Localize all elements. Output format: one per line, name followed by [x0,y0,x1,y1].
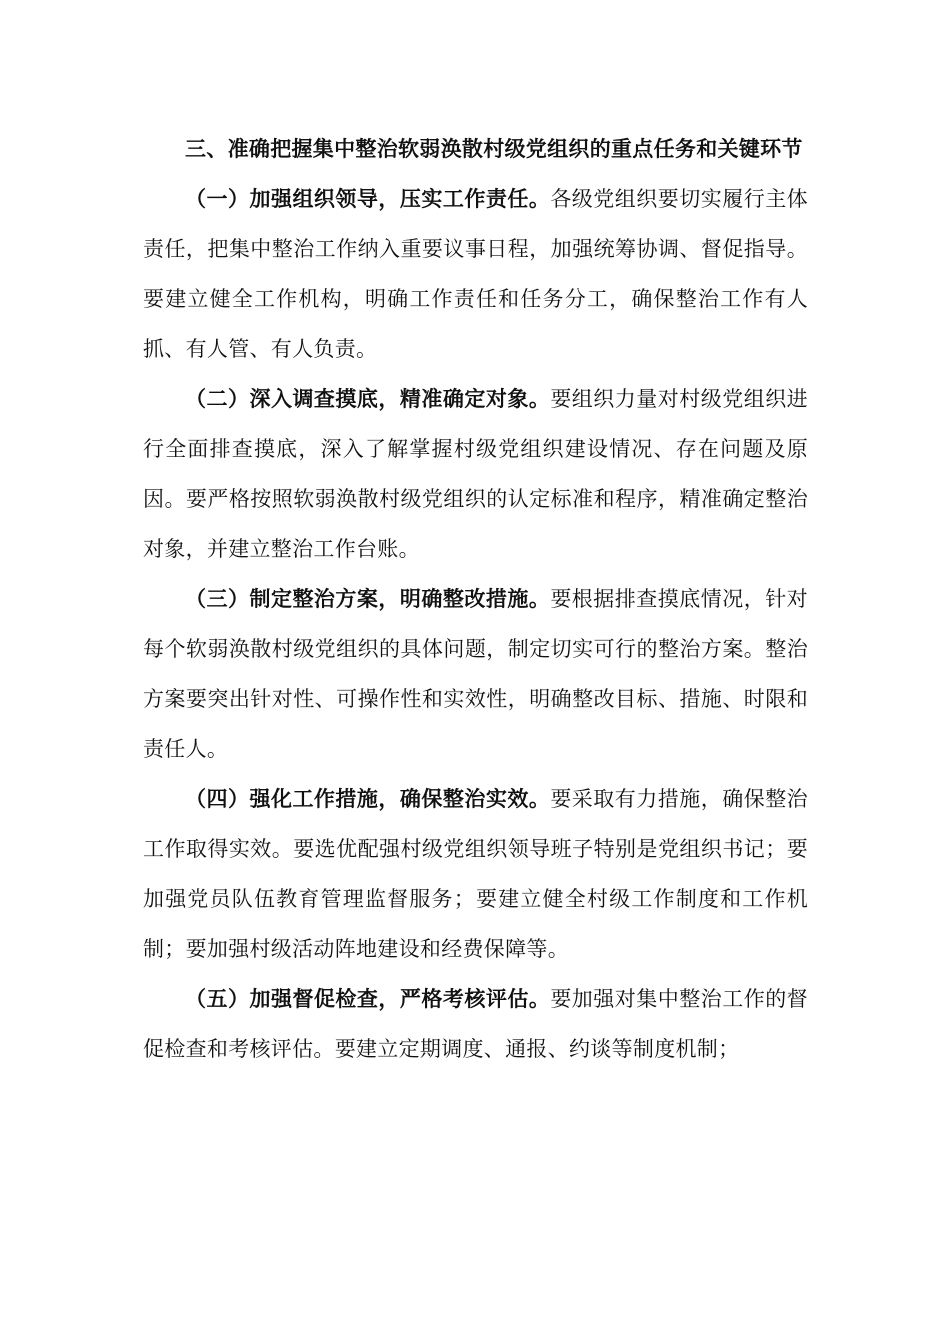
paragraph-lead: （五）加强督促检查，严格考核评估。 [185,987,551,1011]
paragraph-lead: （三）制定整治方案，明确整改措施。 [185,587,551,611]
paragraph-4 [143,774,808,974]
paragraph-3 [143,574,808,774]
document-body [143,124,808,1074]
paragraph-text: 要加强对集中整治工作的督促检查和考核评估。要建立定期调度、通报、约谈等制度机制； [143,987,808,1061]
paragraph-5 [143,974,808,1074]
paragraph-lead: （二）深入调查摸底，精准确定对象。 [185,387,551,411]
paragraph-lead: （四）强化工作措施，确保整治实效。 [185,787,551,811]
paragraph-text: 要采取有力措施，确保整治工作取得实效。要选优配强村级党组织领导班子特别是党组织书记；要加强党员队伍教育管理监督服务；要建立健全村级工作制度和工作机制；要加强村级活动阵地建设和经费保障等。 [143,787,808,961]
paragraph-text: 要根据排查摸底情况，针对每个软弱涣散村级党组织的具体问题，制定切实可行的整治方案。整治方案要突出针对性、可操作性和实效性，明确整改目标、措施、时限和责任人。 [143,587,808,761]
paragraph-text: 各级党组织要切实履行主体责任，把集中整治工作纳入重要议事日程，加强统筹协调、督促指导。要建立健全工作机构，明确工作责任和任务分工，确保整治工作有人抓、有人管、有人负责。 [143,187,808,361]
section-heading: 三、准确把握集中整治软弱涣散村级党组织的重点任务和关键环节 [185,137,803,161]
paragraph-lead: （一）加强组织领导，压实工作责任。 [185,187,551,211]
paragraph-1 [143,174,808,374]
paragraph-2 [143,374,808,574]
paragraph-text: 要组织力量对村级党组织进行全面排查摸底，深入了解掌握村级党组织建设情况、存在问题及原因。要严格按照软弱涣散村级党组织的认定标准和程序，精准确定整治对象，并建立整治工作台账。 [143,387,808,561]
